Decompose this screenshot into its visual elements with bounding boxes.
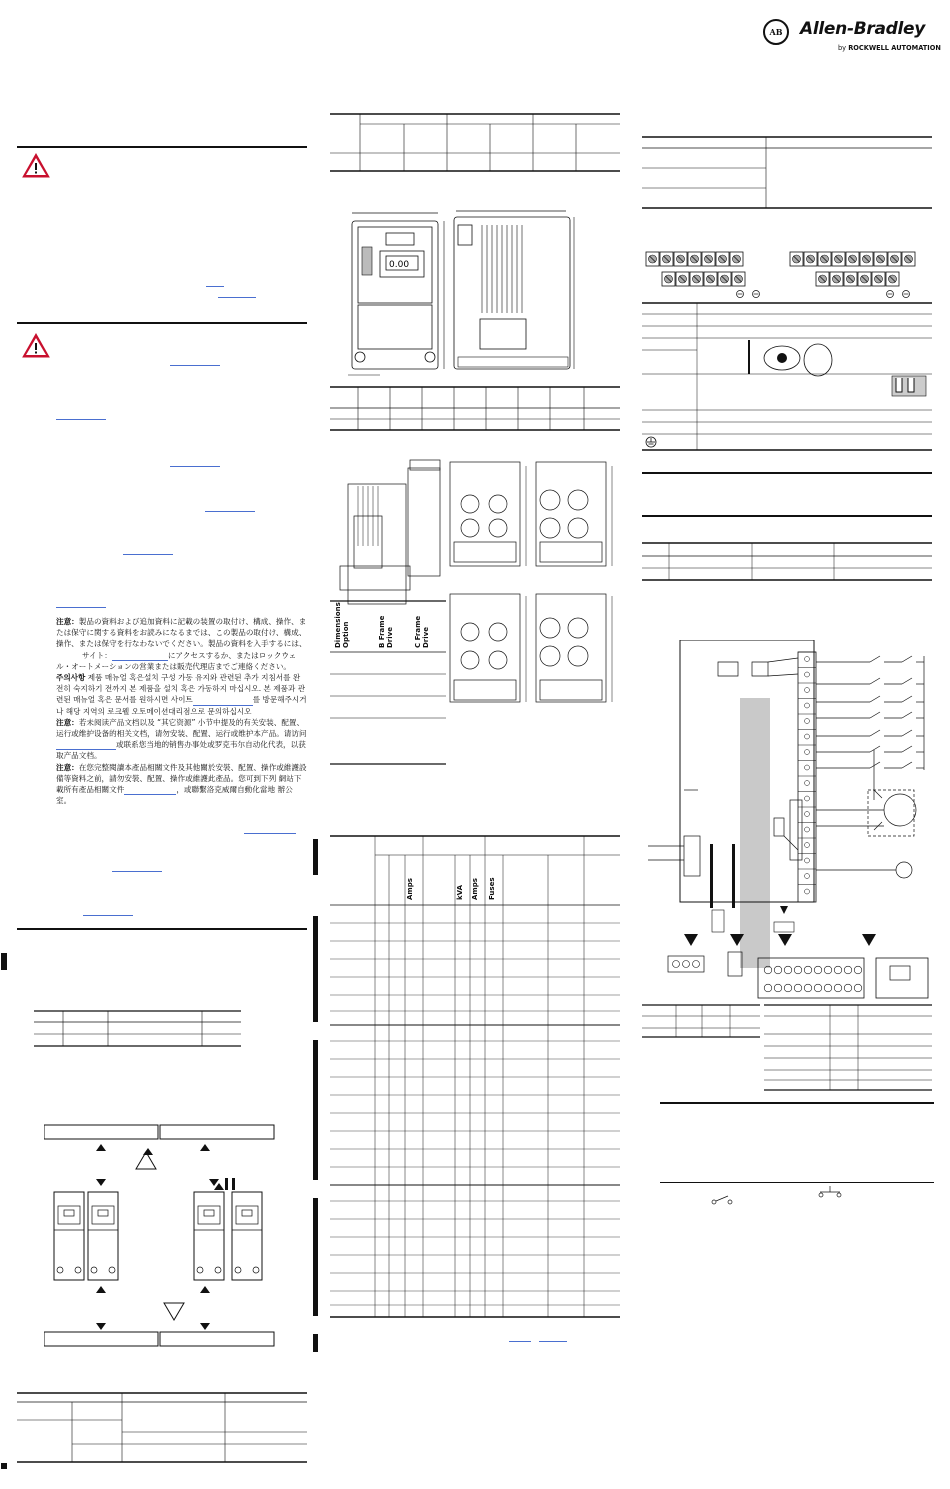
logo-mark: AB	[769, 27, 783, 37]
right-rule-1	[642, 472, 932, 474]
ratings-header-amps: Amps	[406, 878, 414, 900]
link-7[interactable]	[123, 554, 173, 555]
right-small-table	[642, 542, 934, 582]
link-10[interactable]	[112, 871, 162, 872]
ratings-side-tab	[313, 1198, 318, 1316]
brand-sub-strong: ROCKWELL AUTOMATION	[848, 44, 941, 52]
notice-zh-tw-link[interactable]	[124, 786, 176, 795]
table-header-b-frame: B Frame Drive	[378, 615, 394, 648]
mounting-clearance-diagram	[44, 1120, 278, 1350]
notice-ko-label: 주의사항	[56, 673, 86, 683]
notice-ko	[56, 672, 307, 717]
right-top-table	[642, 136, 934, 212]
notice-jp-text: 製品の資料および追加資料に記載の装置の取付け、構成、操作、または保守に関する資料をお読みになるまでは、この製品の取付け、構成、操作、または保守を行なわないでください。製品の資料を入手するには、	[56, 617, 307, 649]
brand-sub-prefix: by	[838, 44, 849, 52]
brand-subtitle	[838, 44, 941, 52]
link-1[interactable]	[206, 286, 224, 287]
display-readout: 0.00	[389, 260, 410, 270]
link-6[interactable]	[205, 511, 255, 512]
ground-icon	[646, 437, 656, 447]
notice-zh-cn-link[interactable]	[56, 741, 116, 750]
link-3[interactable]	[170, 365, 220, 366]
ratings-table	[330, 835, 622, 1321]
right-rule-3	[660, 1102, 934, 1104]
ab-logo-icon	[763, 19, 789, 45]
link-4[interactable]	[56, 419, 106, 420]
notice-zh-cn	[56, 717, 307, 762]
link-13[interactable]	[539, 1341, 567, 1342]
link-11[interactable]	[83, 915, 133, 916]
notice-ko-text2: 를 방문해주시거나 해당 지역의 로크웰 오토메이션대리점으로 문의하십시오	[56, 695, 307, 716]
notice-jp-label: 注意：	[56, 617, 79, 626]
warning-icon	[22, 333, 50, 358]
warning-rule-top	[17, 146, 307, 148]
notice-jp-text2: サイト：	[82, 650, 112, 660]
ratings-header-kva: kVA	[456, 884, 464, 900]
warning-icon	[22, 153, 50, 178]
drive-dimension-drawing	[340, 207, 580, 383]
control-wiring-diagram	[644, 640, 934, 1004]
middle-top-table	[330, 113, 622, 175]
sidebar-marker-bottom	[1, 1463, 7, 1469]
notice-zh-cn-text2: 或联系您当地的销售办事处或罗克韦尔自动化代表，以获取产品文档。	[56, 740, 306, 761]
ratings-side-tab	[313, 1040, 318, 1180]
notice-jp-link[interactable]	[112, 652, 168, 661]
table-header-c-frame: C Frame Drive	[414, 615, 430, 648]
ratings-side-tab	[313, 916, 318, 1022]
switch-symbols	[708, 1186, 842, 1208]
warning-rule-2	[17, 322, 307, 324]
brand-name: Allen-Bradley	[800, 19, 926, 39]
notice-zh-tw-text: 在您完整閱讀本產品相關文件及其他關於安裝、配置、操作或維護設備等資料之前，請勿安裝、配置、操作或維護此產品。您可到下列 網站下載所有產品相關文件	[56, 762, 307, 795]
dimension-values-table	[330, 386, 622, 432]
right-rule-4	[660, 1182, 934, 1183]
notice-zh-tw-label: 注意：	[56, 762, 79, 772]
ratings-side-tab	[313, 839, 318, 875]
right-bottom-tables	[642, 1004, 934, 1092]
sidebar-marker	[1, 953, 7, 970]
power-terminal-table	[642, 302, 934, 454]
notice-zh-cn-text: 若未阅读产品文档以及 “其它资源” 小节中提及的有关安装、配置、运行或维护设备的相关文档，请勿安装、配置、运行或维护本产品。请访问	[56, 717, 307, 739]
link-5[interactable]	[170, 466, 220, 467]
ratings-header-amps-2: Amps	[471, 878, 479, 900]
power-terminal-blocks	[644, 248, 934, 304]
link-2[interactable]	[218, 297, 256, 298]
ratings-header-fuses: Fuses	[488, 877, 496, 900]
notice-ko-link[interactable]	[193, 697, 253, 706]
link-8[interactable]	[56, 607, 106, 608]
left-small-table	[34, 1010, 242, 1050]
ratings-side-tab	[313, 1334, 318, 1352]
notice-jp-text3: にアクセスするか、またはロックウェル・オートメーションの営業または販売代理店までご連絡ください。	[56, 650, 297, 671]
section-rule	[17, 928, 307, 930]
left-bottom-table	[17, 1392, 309, 1464]
notice-zh-tw-text2: ，或聯繫洛克威爾自動化當地 辦公室。	[56, 785, 293, 806]
notice-jp	[56, 616, 307, 672]
multilingual-notice	[56, 616, 307, 806]
table-header-dimensions-option: Dimensions Option	[334, 602, 350, 648]
notice-zh-cn-label: 注意：	[56, 717, 79, 727]
notice-zh-tw	[56, 762, 307, 807]
right-rule-2	[642, 515, 932, 517]
notice-ko-text: 제품 매뉴얼 혹은설치 구성 가동 유지와 관련된 추가 지침서를 완전히 숙지하기 전까지 본 제품을 설치 혹은 가동하지 마십시오. 본 제품과 관련된 매뉴얼 혹은 문서를 원하시면 사이트	[56, 673, 306, 705]
link-9[interactable]	[244, 833, 296, 834]
link-12[interactable]	[509, 1341, 531, 1342]
